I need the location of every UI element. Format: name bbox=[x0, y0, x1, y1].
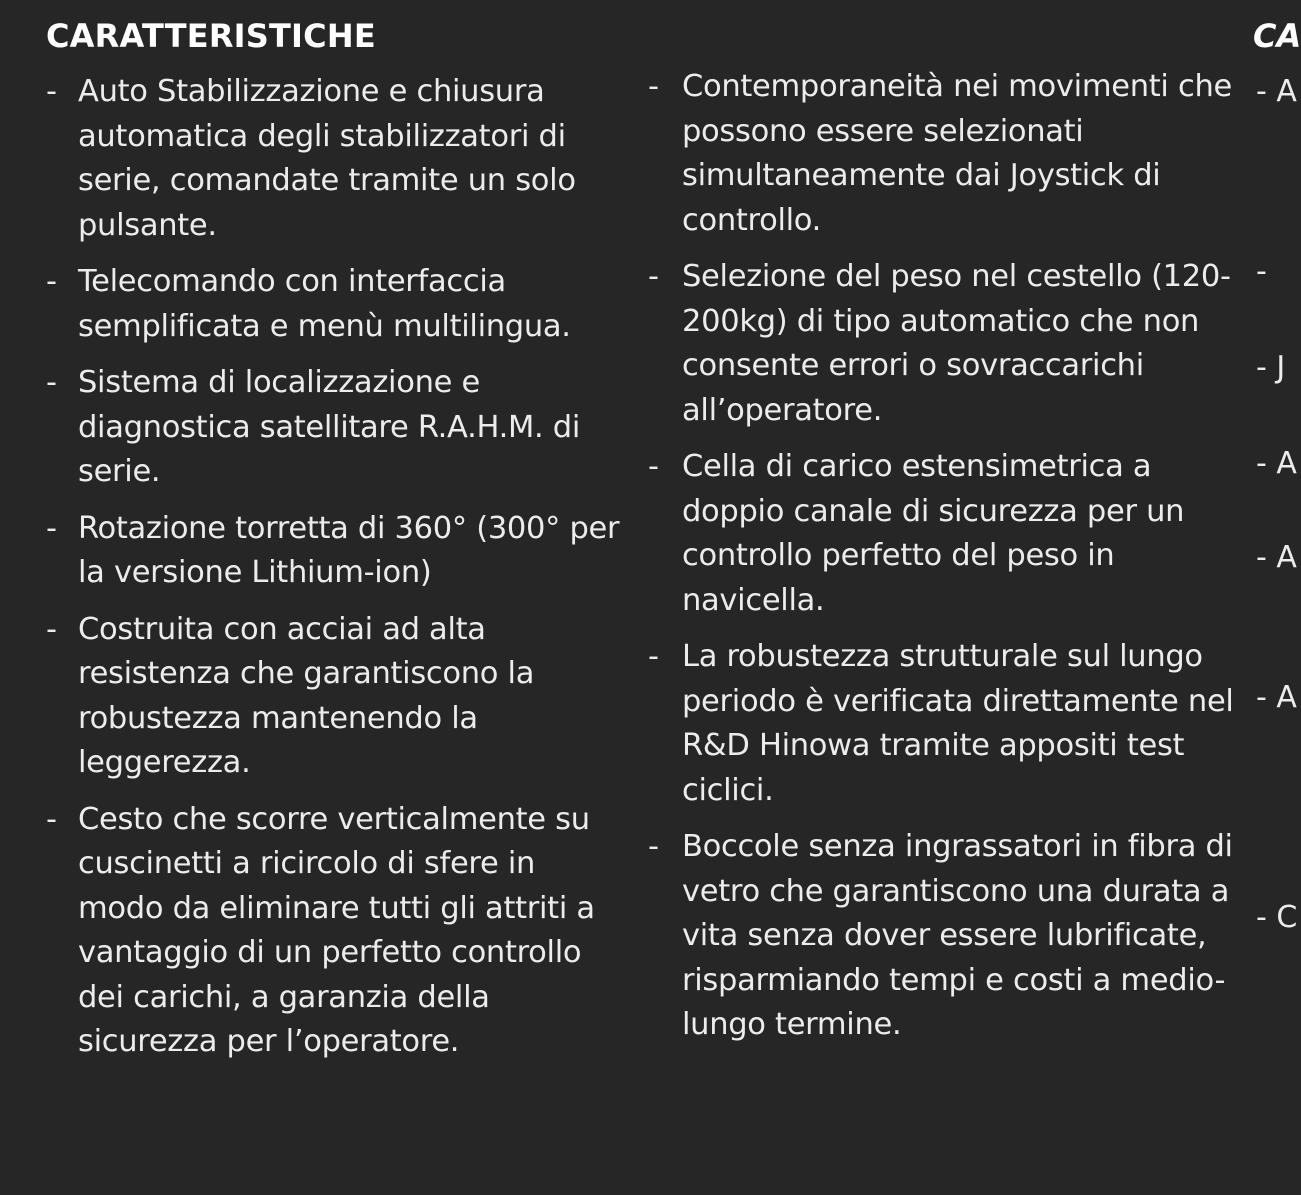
bullet-dash: - bbox=[648, 69, 659, 104]
feature-item bbox=[46, 507, 626, 596]
bullet-dash: - bbox=[648, 259, 659, 294]
section-heading: CARATTERISTICHE bbox=[46, 17, 376, 55]
feature-text: Rotazione torretta di 360° (300° per la versione Lithium-ion) bbox=[78, 510, 620, 590]
bullet-dash: - bbox=[46, 801, 57, 837]
cut-off-bullet: - A bbox=[1256, 540, 1297, 575]
cut-off-bullet: - A bbox=[1256, 680, 1297, 715]
feature-item bbox=[648, 445, 1238, 623]
feature-item bbox=[46, 70, 626, 248]
feature-text: Cesto che scorre verticalmente su cuscinetti a ricircolo di sfere in modo da eliminare tutti gli attriti a vantaggio di un perfetto controllo dei carichi, a garanzia della sicurezza per l’operatore. bbox=[78, 801, 595, 1059]
bullet-dash: - bbox=[648, 639, 659, 674]
features-column-left bbox=[46, 70, 626, 1077]
cut-off-bullet: - J bbox=[1256, 350, 1286, 385]
feature-item bbox=[648, 635, 1238, 813]
feature-item bbox=[648, 255, 1238, 433]
cut-off-bullet: - C bbox=[1256, 900, 1298, 935]
cut-off-bullet: - A bbox=[1256, 74, 1297, 109]
feature-text: Boccole senza ingrassatori in fibra di vetro che garantiscono una durata a vita senza dover essere lubrificate, risparmiando tempi e costi a medio-lungo termine. bbox=[682, 829, 1233, 1042]
feature-text: La robustezza strutturale sul lungo periodo è verificata direttamente nel R&D Hinowa tramite appositi test ciclici. bbox=[682, 639, 1234, 808]
cut-off-bullet: - A bbox=[1256, 446, 1297, 481]
bullet-dash: - bbox=[648, 449, 659, 484]
feature-item bbox=[46, 608, 626, 786]
feature-item bbox=[648, 65, 1238, 243]
bullet-dash: - bbox=[46, 365, 57, 400]
feature-item bbox=[648, 825, 1238, 1048]
bullet-dash: - bbox=[648, 829, 659, 864]
bullet-dash: - bbox=[46, 74, 57, 109]
feature-text: Sistema di localizzazione e diagnostica satellitare R.A.H.M. di serie. bbox=[78, 365, 581, 489]
bullet-dash: - bbox=[46, 611, 57, 647]
bullet-dash: - bbox=[46, 510, 57, 546]
feature-item bbox=[46, 798, 626, 1065]
features-column-middle bbox=[648, 65, 1238, 1060]
cut-off-bullet: - bbox=[1256, 254, 1267, 289]
feature-text: Cella di carico estensimetrica a doppio canale di sicurezza per un controllo perfetto del peso in navicella. bbox=[682, 449, 1185, 618]
feature-text: Telecomando con interfaccia semplificata e menù multilingua. bbox=[78, 264, 571, 344]
feature-text: Auto Stabilizzazione e chiusura automatica degli stabilizzatori di serie, comandate tramite un solo pulsante. bbox=[78, 74, 576, 243]
feature-text: Costruita con acciai ad alta resistenza che garantiscono la robustezza mantenendo la leggerezza. bbox=[78, 611, 535, 780]
feature-text: Selezione del peso nel cestello (120-200kg) di tipo automatico che non consente errori o sovraccarichi all’operatore. bbox=[682, 259, 1231, 428]
feature-item bbox=[46, 260, 626, 349]
feature-text: Contemporaneità nei movimenti che possono essere selezionati simultaneamente dai Joystick di controllo. bbox=[682, 69, 1232, 238]
next-section-heading-cut: CA bbox=[1253, 17, 1301, 55]
feature-item bbox=[46, 361, 626, 495]
bullet-dash: - bbox=[46, 264, 57, 299]
